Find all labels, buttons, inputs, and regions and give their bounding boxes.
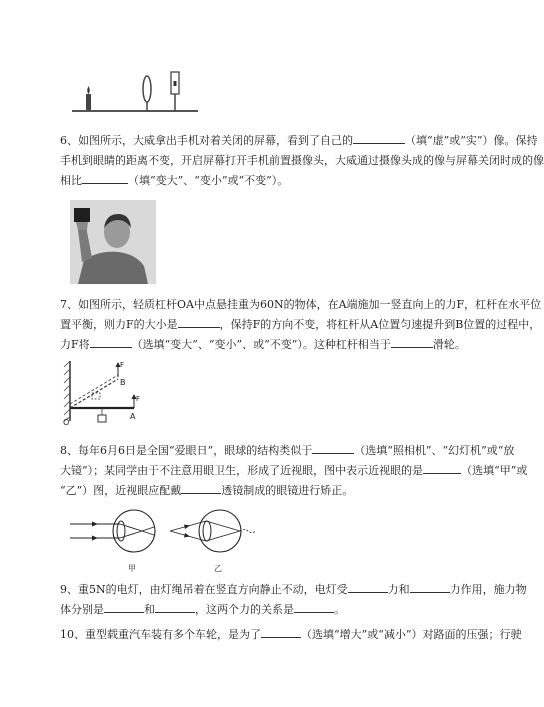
question-10 bbox=[60, 625, 522, 645]
ray-yi-arrow-1 bbox=[184, 525, 190, 530]
question-6 bbox=[60, 131, 544, 191]
screen-image-mark bbox=[174, 81, 177, 86]
phone bbox=[74, 208, 90, 222]
eyeball-jia bbox=[113, 510, 155, 552]
q7-line-3 bbox=[60, 335, 470, 355]
q7-text-3b: （选填“变大”、“变小”、或“不变”）。这种杠杆相当于 bbox=[131, 338, 391, 351]
q8-text-1b: （选填“照相机”、“幻灯机”或“放 bbox=[354, 444, 515, 457]
q6-line-1 bbox=[60, 131, 538, 151]
hand bbox=[76, 222, 88, 230]
q10-text-1a: 10、重型载重汽车装有多个车轮，是为了 bbox=[60, 628, 261, 641]
q7-text-1: 7、如图所示，轻质杠杆OA中点悬挂重为60N的物体，在A端施加一竖直向上的力F，杠杆在水平位 bbox=[60, 298, 542, 311]
q7-line-2 bbox=[60, 315, 541, 335]
q10-blank-1[interactable] bbox=[261, 625, 301, 638]
q9-text-1a: 9、重5N的电灯，由灯绳吊着在竖直方向静止不动，电灯受 bbox=[60, 583, 348, 596]
q9-text-2d: 。 bbox=[334, 603, 345, 616]
q9-text-2a: 体分别是 bbox=[60, 603, 104, 616]
q9-blank-2[interactable] bbox=[410, 580, 450, 593]
lever-figure bbox=[62, 357, 152, 427]
candle-flame bbox=[87, 86, 90, 94]
q7-blank-1[interactable] bbox=[178, 315, 220, 328]
q8-text-2a: 大镜”）；某同学由于不注意用眼卫生，形成了近视眼，图中表示近视眼的是 bbox=[60, 464, 424, 477]
eye-diagram-yi bbox=[170, 510, 256, 573]
eyeball-yi bbox=[199, 510, 241, 552]
question-9 bbox=[60, 580, 527, 620]
q9-line-2 bbox=[60, 600, 470, 620]
q6-line-2 bbox=[60, 151, 544, 171]
q8-blank-2[interactable] bbox=[423, 461, 461, 474]
q9-text-2c: ，这两个力的关系是 bbox=[195, 603, 294, 616]
eye-diagram-jia bbox=[70, 510, 155, 573]
label-jia: 甲 bbox=[128, 564, 136, 573]
eye-diagrams-figure bbox=[70, 508, 280, 576]
q7-text-2b: ，保持F的方向不变，将杠杆从A位置匀速提升到B位置的过程中， bbox=[219, 318, 541, 331]
q8-line-1 bbox=[60, 441, 515, 461]
ray-yi-arrow-2 bbox=[184, 533, 190, 538]
q6-text-1a: 6、如图所示，大威拿出手机对着关闭的屏幕，看到了自己的 bbox=[60, 134, 353, 147]
q6-blank-1[interactable] bbox=[353, 131, 405, 144]
ray-jia-3 bbox=[120, 524, 142, 531]
ray-jia-5 bbox=[142, 527, 154, 531]
q8-blank-1[interactable] bbox=[312, 441, 354, 454]
q8-line-3 bbox=[60, 481, 470, 501]
q8-text-3b: 透镜制成的眼镜进行矫正。 bbox=[221, 484, 354, 497]
q7-text-3c: 滑轮。 bbox=[432, 338, 466, 351]
q9-line-1 bbox=[60, 580, 527, 600]
question-7 bbox=[60, 295, 542, 355]
ray-jia-4 bbox=[120, 531, 142, 538]
q8-text-1a: 8、每年6月6日是全国“爱眼日”，眼球的结构类似于 bbox=[60, 444, 313, 457]
wall-hatching bbox=[64, 361, 70, 421]
label-f-top: F bbox=[120, 361, 125, 369]
q9-text-1c: 力作用，施力物 bbox=[449, 583, 527, 596]
q6-text-1b: （填“虚”或“实”）像。保持 bbox=[405, 134, 538, 147]
q8-text-2b: （选填“甲”或 bbox=[461, 464, 528, 477]
q8-blank-3[interactable] bbox=[181, 481, 221, 494]
q10-line-1 bbox=[60, 625, 522, 645]
ray-jia-6 bbox=[142, 531, 154, 535]
hanging-weight bbox=[98, 415, 106, 422]
q7-blank-3[interactable] bbox=[391, 335, 433, 348]
q7-line-1 bbox=[60, 295, 542, 315]
lens-yi bbox=[203, 521, 211, 541]
q7-text-2a: 置平衡，则力F的大小是 bbox=[60, 318, 178, 331]
q6-text-3b: （填“变大”、“变小”或“不变”）。 bbox=[128, 174, 289, 187]
person-holding-phone-photo bbox=[70, 200, 156, 284]
optical-bench-figure bbox=[70, 66, 200, 116]
q7-blank-2[interactable] bbox=[90, 335, 132, 348]
lever-raised-dashed-2 bbox=[70, 375, 118, 404]
q9-blank-4[interactable] bbox=[155, 600, 195, 613]
label-f-right: F bbox=[136, 395, 141, 403]
label-yi: 乙 bbox=[214, 564, 222, 573]
q8-text-3a: “乙”）图，近视眼应配戴 bbox=[60, 484, 182, 497]
label-o: O bbox=[63, 418, 70, 427]
candle bbox=[86, 94, 91, 110]
q7-text-3a: 力F将 bbox=[60, 338, 90, 351]
q9-blank-1[interactable] bbox=[348, 580, 388, 593]
q9-text-2b: 和 bbox=[144, 603, 155, 616]
q6-text-3a: 相比 bbox=[60, 174, 82, 187]
ray-yi-tail bbox=[240, 530, 256, 533]
q9-blank-3[interactable] bbox=[104, 600, 144, 613]
label-a: A bbox=[130, 412, 136, 421]
q9-blank-5[interactable] bbox=[294, 600, 334, 613]
ray-jia-arrow-1 bbox=[92, 522, 98, 527]
convex-lens bbox=[143, 76, 151, 102]
q6-line-3 bbox=[60, 171, 470, 191]
question-8 bbox=[60, 441, 528, 501]
q9-text-1b: 力和 bbox=[387, 583, 410, 596]
q6-text-2: 手机到眼睛的距离不变，开启屏幕打开手机前置摄像头，大威通过摄像头成的像与屏幕关闭时成的像 bbox=[60, 154, 544, 167]
ray-jia-arrow-2 bbox=[92, 536, 98, 541]
lever-raised-dashed bbox=[70, 379, 118, 408]
q6-blank-2[interactable] bbox=[82, 171, 128, 184]
label-b: B bbox=[120, 378, 126, 387]
q8-line-2 bbox=[60, 461, 528, 481]
q10-text-1b: （选填“增大”或“减小”）对路面的压强；行驶 bbox=[301, 628, 522, 641]
